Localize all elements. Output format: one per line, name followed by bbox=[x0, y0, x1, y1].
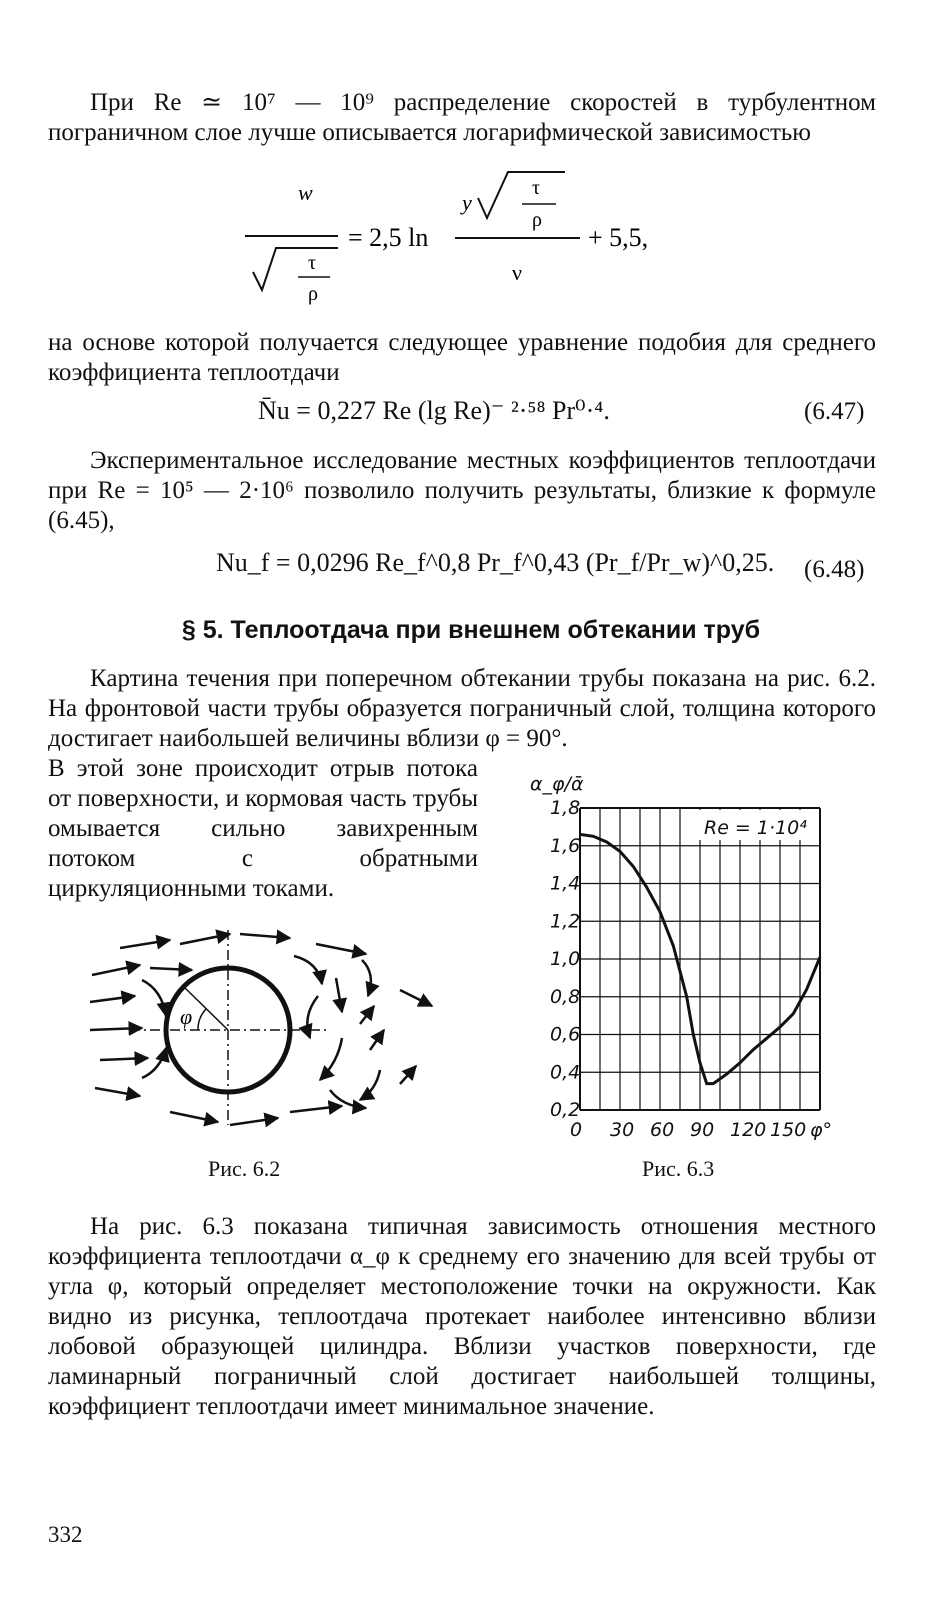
paragraph-flow-separation: В этой зоне происходит отрыв потока от поверхности, и кормовая часть трубы омывается сильно завихренным потоком с обратными циркуляционными токами. bbox=[48, 755, 478, 902]
eq-rhs-y: y bbox=[462, 190, 472, 215]
chart-y-tick-label: 1,8 bbox=[550, 797, 581, 819]
equation-number-6-47: (6.47) bbox=[804, 398, 865, 425]
page-number: 332 bbox=[48, 1522, 83, 1547]
chart-y-tick-label: 1,4 bbox=[550, 872, 581, 895]
chart-x-tick-label: φ° bbox=[810, 1119, 833, 1141]
eq-lhs-rho: ρ bbox=[308, 283, 318, 305]
chart-annotation: Re = 1·10⁴ bbox=[704, 817, 807, 839]
eq-rhs-nu: ν bbox=[512, 260, 522, 285]
chart-y-tick-label: 0,2 bbox=[550, 1099, 581, 1121]
eq-rhs-tau: τ bbox=[532, 177, 541, 199]
chart-y-tick-label: 0,6 bbox=[550, 1023, 581, 1046]
chart-y-ticks bbox=[550, 797, 580, 1121]
figure-6-2-flow-diagram bbox=[80, 920, 460, 1140]
chart-y-tick-label: 0,4 bbox=[550, 1061, 581, 1084]
chart-y-tick-label: 1,0 bbox=[550, 948, 581, 970]
chart-x-tick-label: 60 bbox=[650, 1119, 675, 1141]
equation-log-law-drawing bbox=[0, 160, 942, 320]
eq-rhs-rho: ρ bbox=[532, 209, 542, 231]
eq-tail: + 5,5, bbox=[588, 223, 649, 252]
flow-arrows bbox=[90, 934, 432, 1125]
chart-y-tick-label: 0,8 bbox=[550, 985, 581, 1008]
chart-x-tick-label: 150 bbox=[770, 1119, 807, 1141]
figure-6-3-caption: Рис. 6.3 bbox=[642, 1156, 715, 1181]
equation-log-law bbox=[0, 160, 942, 320]
chart-x-tick-label: 30 bbox=[610, 1119, 635, 1141]
paragraph-log-law-intro: При Re ≃ 10⁷ — 10⁹ распределение скоростей в турбулентном пограничном слое лучше описывается логарифмической зависимостью bbox=[48, 89, 876, 146]
paragraph-local-coefficients: Экспериментальное исследование местных коэффициентов теплоотдачи при Re = 10⁵ — 2·10⁶ позволило получить результаты, близкие к формуле (6.45), bbox=[48, 447, 876, 534]
eq-middle: = 2,5 ln bbox=[348, 223, 429, 252]
chart-y-tick-label: 1,6 bbox=[550, 834, 581, 857]
figure-6-3-chart bbox=[530, 768, 850, 1148]
equation-6-48: Nu_f = 0,0296 Re_f^0,8 Pr_f^0,43 (Pr_f/Pr_w)^0,25. bbox=[216, 548, 775, 577]
angle-arc bbox=[198, 1009, 206, 1030]
chart-x-tick-label: 0 bbox=[570, 1119, 583, 1141]
chart-x-tick-label: 120 bbox=[730, 1119, 767, 1141]
paragraph-similarity-intro: на основе которой получается следующее уравнение подобия для среднего коэффициента теплоотдачи bbox=[48, 329, 876, 386]
equation-number-6-48: (6.48) bbox=[804, 556, 865, 583]
chart-x-tick-label: 90 bbox=[690, 1119, 715, 1141]
chart-y-tick-label: 1,2 bbox=[550, 910, 581, 933]
eq-lhs-tau: τ bbox=[308, 252, 317, 274]
chart-x-ticks bbox=[570, 1119, 832, 1141]
section-heading: § 5. Теплоотдача при внешнем обтекании труб bbox=[181, 616, 761, 644]
eq-rhs-sqrt-sign bbox=[478, 172, 565, 218]
eq-lhs-numerator: w bbox=[298, 180, 313, 205]
angle-label: φ bbox=[180, 1004, 193, 1029]
equation-6-47: N̄u = 0,227 Re (lg Re)⁻ ²·⁵⁸ Pr⁰·⁴. bbox=[258, 396, 610, 425]
chart-y-axis-label: α_φ/ᾱ bbox=[530, 773, 584, 795]
paragraph-flow-picture: Картина течения при поперечном обтекании трубы показана на рис. 6.2. На фронтовой части трубы образуется пограничный слой, толщина которого достигает наибольшей величины вблизи φ = 90°. bbox=[48, 665, 876, 752]
paragraph-local-heat-transfer: На рис. 6.3 показана типичная зависимость отношения местного коэффициента теплоотдачи α_φ к среднему его значению для всей трубы от угла φ, который определяет местоположение точки на окружности. Как видно из рисунка, теплоотдача протекает наиболее интенсивно вблизи лобовой образующей цилиндра. Вблизи участков поверхности, где ламинарный пограничный слой достигает наибольшей толщины, коэффициент теплоотдачи имеет минимальное значение. bbox=[48, 1213, 876, 1420]
figure-6-2-caption: Рис. 6.2 bbox=[208, 1156, 281, 1181]
eq-lhs-sqrt-sign bbox=[253, 248, 338, 290]
